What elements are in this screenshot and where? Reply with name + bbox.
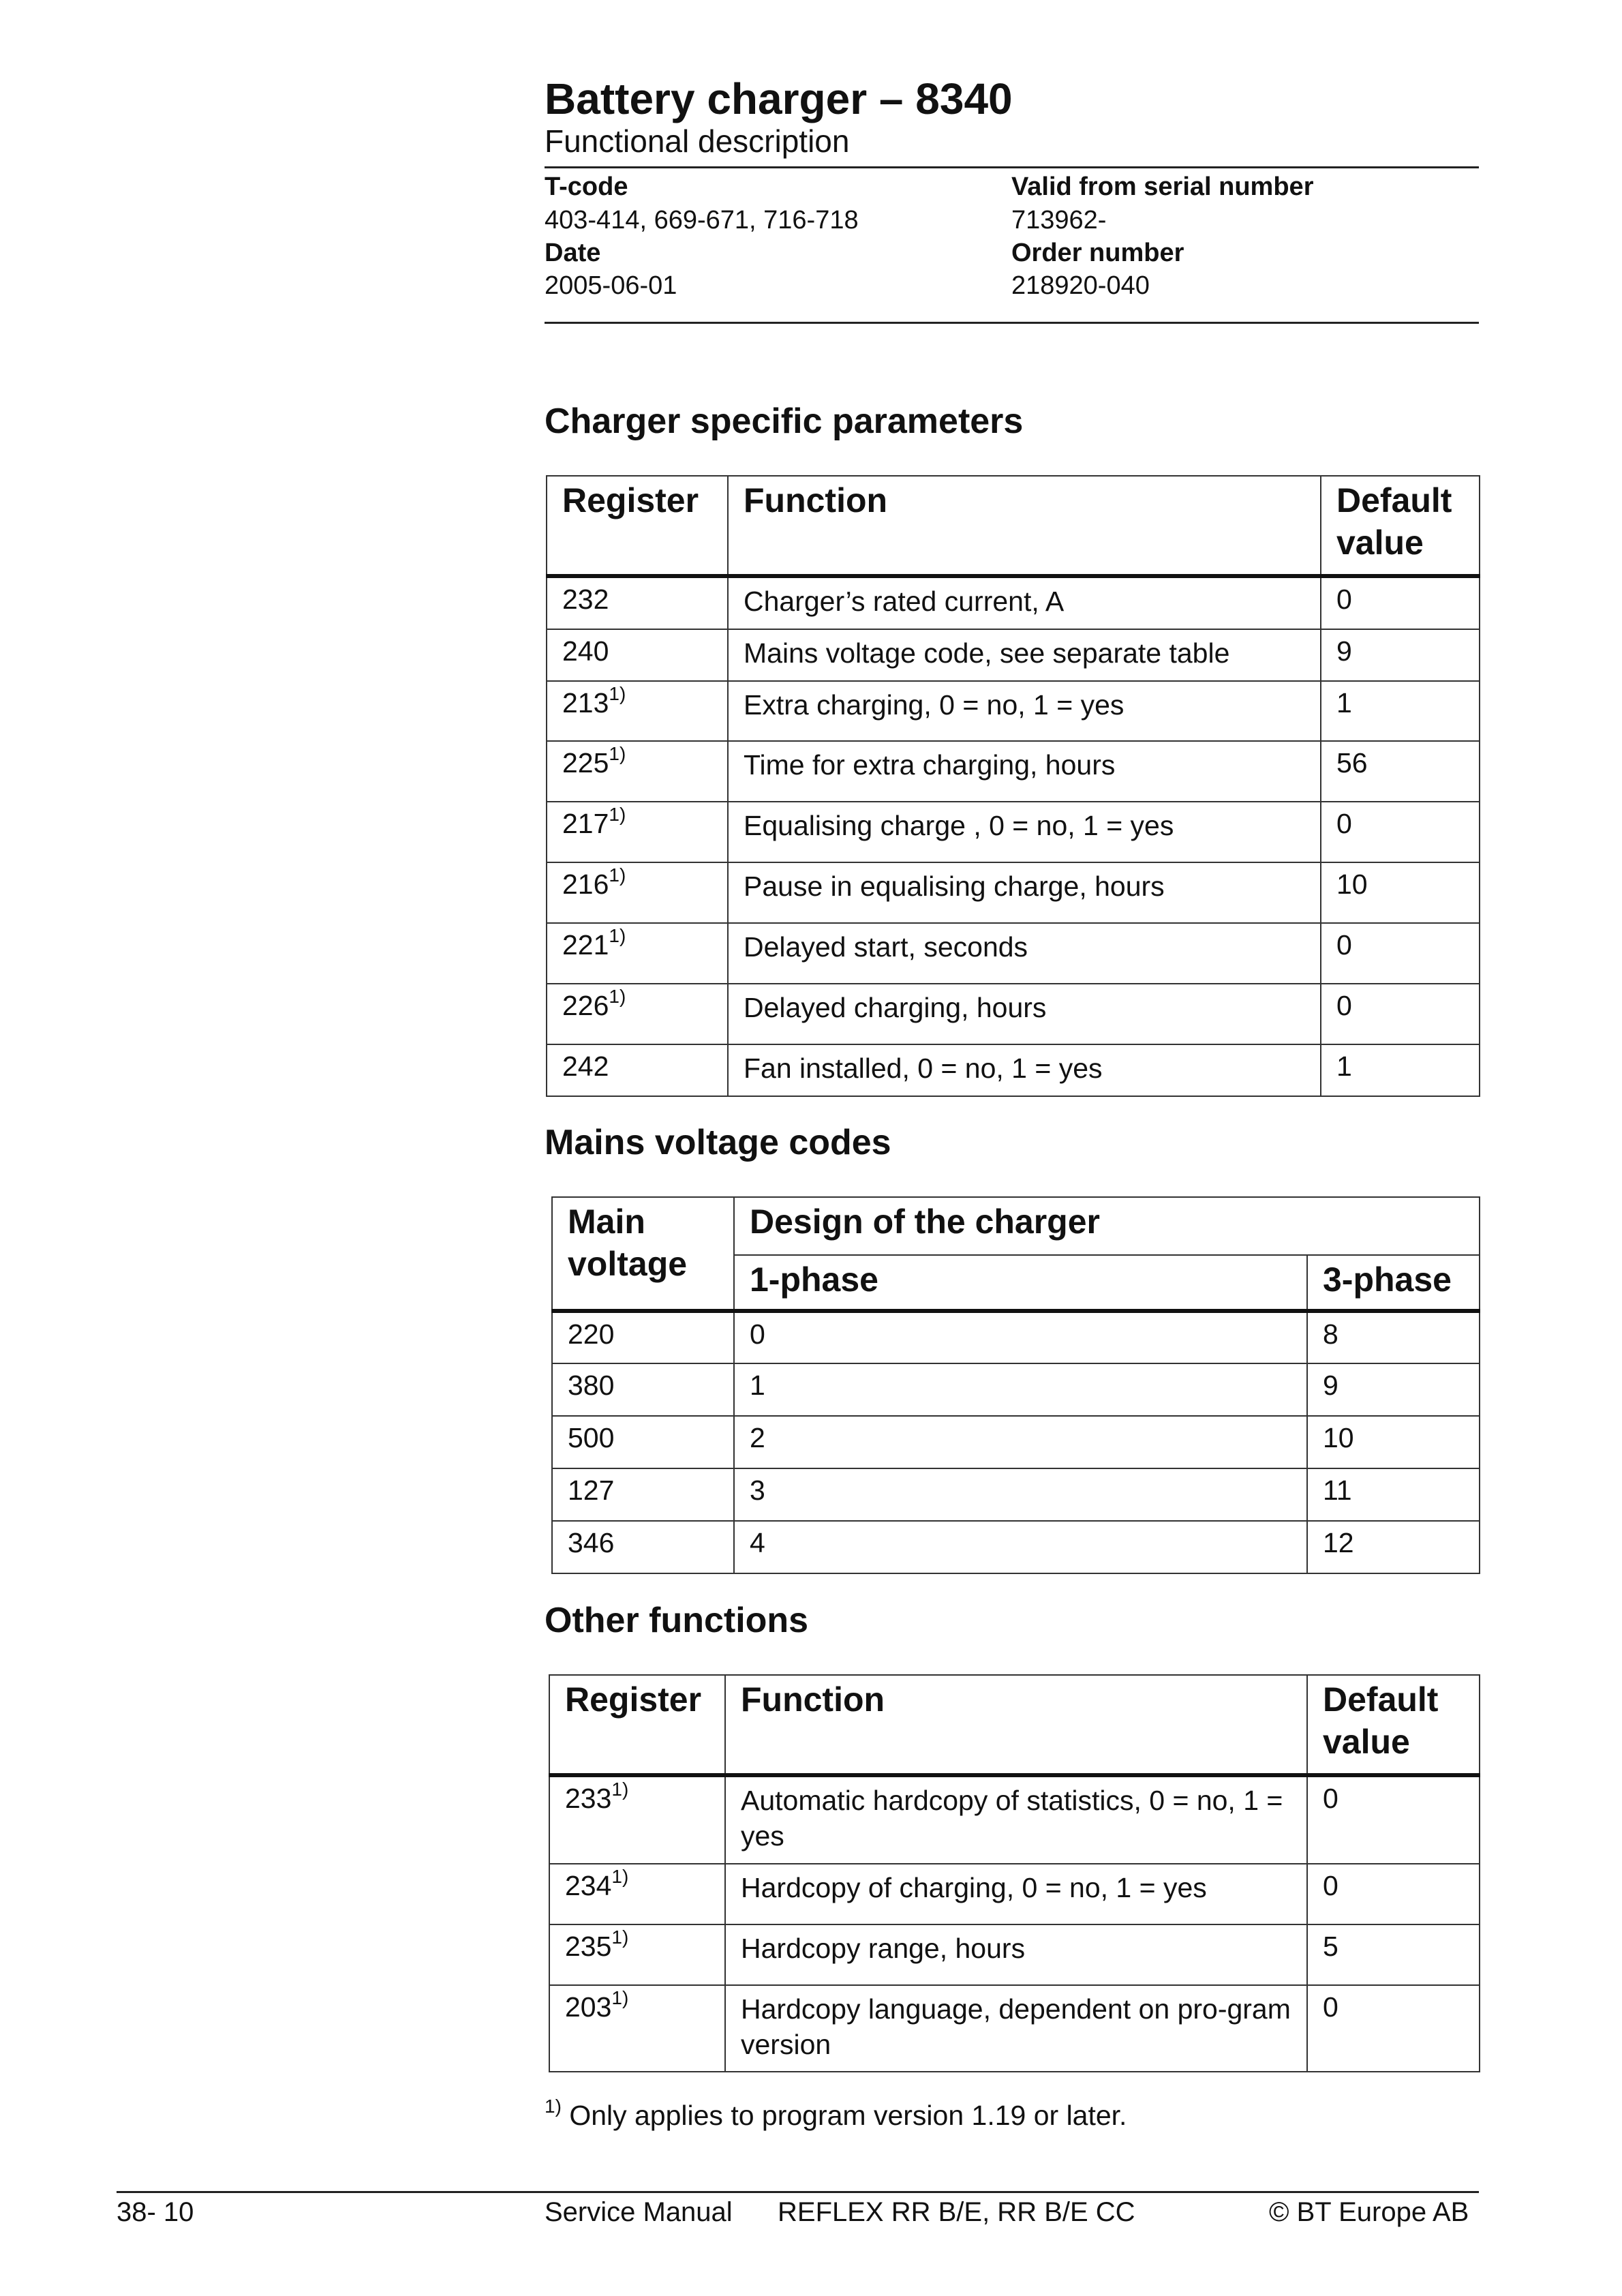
other-functions-table xyxy=(549,1674,1480,2072)
three-phase-code-cell: 12 xyxy=(1307,1521,1480,1573)
default-value-cell: 9 xyxy=(1321,629,1480,681)
function-cell: Extra charging, 0 = no, 1 = yes xyxy=(728,681,1321,741)
default-value-cell: 0 xyxy=(1307,1985,1480,2072)
default-value-cell: 56 xyxy=(1321,741,1480,802)
page-number: 38- 10 xyxy=(117,2197,194,2227)
function-cell: Pause in equalising charge, hours xyxy=(728,862,1321,923)
table-row xyxy=(552,1521,1480,1573)
footnote-ref: 1) xyxy=(609,925,626,946)
default-value-cell: 0 xyxy=(1307,1864,1480,1924)
default-value-cell: 0 xyxy=(1307,1775,1480,1864)
table-row xyxy=(549,1864,1480,1924)
table-row xyxy=(552,1416,1480,1468)
function-cell: Fan installed, 0 = no, 1 = yes xyxy=(728,1044,1321,1096)
register-cell xyxy=(547,802,728,862)
register-number: 240 xyxy=(562,635,609,667)
function-cell: Automatic hardcopy of statistics, 0 = no, 1 = yes xyxy=(725,1775,1307,1864)
footnote-ref: 1) xyxy=(611,1927,629,1948)
footer-copyright: © BT Europe AB xyxy=(1269,2197,1469,2227)
footnote-ref: 1) xyxy=(609,986,626,1007)
footnote-ref: 1) xyxy=(609,864,626,886)
default-value-cell: 0 xyxy=(1321,576,1480,629)
order-value: 218920-040 xyxy=(1011,271,1150,300)
register-number: 226 xyxy=(562,990,609,1021)
voltage-cell: 127 xyxy=(552,1468,734,1521)
tcode-label: T-code xyxy=(545,172,628,201)
serial-label: Valid from serial number xyxy=(1011,172,1314,201)
three-phase-code-cell: 9 xyxy=(1307,1363,1480,1416)
table-row xyxy=(547,629,1480,681)
table-row xyxy=(549,1924,1480,1985)
function-cell: Mains voltage code, see separate table xyxy=(728,629,1321,681)
three-phase-code-cell: 11 xyxy=(1307,1468,1480,1521)
register-cell xyxy=(547,629,728,681)
default-value-cell: 0 xyxy=(1321,802,1480,862)
register-number: 216 xyxy=(562,868,609,900)
register-cell xyxy=(547,1044,728,1096)
table-row xyxy=(552,1468,1480,1521)
footnote-ref: 1) xyxy=(611,1987,629,2008)
table-row xyxy=(547,1044,1480,1096)
footnote xyxy=(545,2096,1127,2132)
table-row xyxy=(549,1775,1480,1864)
table-row xyxy=(549,1985,1480,2072)
function-cell: Equalising charge , 0 = no, 1 = yes xyxy=(728,802,1321,862)
register-cell xyxy=(549,1985,725,2072)
register-number: 217 xyxy=(562,808,609,839)
section-heading-charger: Charger specific parameters xyxy=(545,402,1024,441)
register-cell xyxy=(549,1864,725,1924)
footer-manual: Service Manual xyxy=(545,2197,733,2227)
footnote-mark: 1) xyxy=(545,2096,562,2117)
function-cell: Hardcopy language, dependent on pro-gram version xyxy=(725,1985,1307,2072)
voltage-cell: 500 xyxy=(552,1416,734,1468)
voltage-cell: 380 xyxy=(552,1363,734,1416)
table-row xyxy=(547,802,1480,862)
default-value-cell: 5 xyxy=(1307,1924,1480,1985)
one-phase-code-cell: 0 xyxy=(734,1311,1307,1363)
function-cell: Charger’s rated current, A xyxy=(728,576,1321,629)
table-row xyxy=(547,576,1480,629)
register-cell xyxy=(549,1924,725,1985)
date-value: 2005-06-01 xyxy=(545,271,677,300)
default-value-cell: 0 xyxy=(1321,923,1480,984)
register-cell xyxy=(547,741,728,802)
date-label: Date xyxy=(545,239,601,267)
footnote-text: Only applies to program version 1.19 or later. xyxy=(569,2100,1127,2131)
three-phase-code-cell: 8 xyxy=(1307,1311,1480,1363)
register-cell xyxy=(547,576,728,629)
one-phase-code-cell: 1 xyxy=(734,1363,1307,1416)
register-number: 203 xyxy=(565,1991,612,2023)
function-cell: Hardcopy of charging, 0 = no, 1 = yes xyxy=(725,1864,1307,1924)
footnote-ref: 1) xyxy=(611,1866,629,1887)
one-phase-code-cell: 2 xyxy=(734,1416,1307,1468)
table-row xyxy=(547,923,1480,984)
table-row xyxy=(547,984,1480,1044)
charger-parameters-table xyxy=(546,475,1480,1097)
column-header-design: Design of the charger xyxy=(734,1197,1480,1255)
three-phase-code-cell: 10 xyxy=(1307,1416,1480,1468)
column-header-register: Register xyxy=(547,476,728,576)
register-number: 234 xyxy=(565,1870,612,1901)
default-value-cell: 0 xyxy=(1321,984,1480,1044)
default-value-cell: 1 xyxy=(1321,1044,1480,1096)
one-phase-code-cell: 4 xyxy=(734,1521,1307,1573)
section-heading-mains: Mains voltage codes xyxy=(545,1123,891,1162)
tcode-value: 403-414, 669-671, 716-718 xyxy=(545,206,859,235)
register-number: 235 xyxy=(565,1931,612,1962)
mains-voltage-table xyxy=(551,1196,1480,1574)
default-value-cell: 1 xyxy=(1321,681,1480,741)
footnote-ref: 1) xyxy=(609,683,626,704)
footnote-ref: 1) xyxy=(609,743,626,764)
register-cell xyxy=(549,1775,725,1864)
register-cell xyxy=(547,923,728,984)
register-number: 225 xyxy=(562,747,609,779)
table-row xyxy=(547,862,1480,923)
footnote-ref: 1) xyxy=(609,804,626,825)
function-cell: Delayed start, seconds xyxy=(728,923,1321,984)
column-header-1-phase: 1-phase xyxy=(734,1255,1307,1311)
register-number: 232 xyxy=(562,584,609,615)
order-label: Order number xyxy=(1011,239,1184,267)
column-header-main-voltage: Main voltage xyxy=(552,1197,734,1311)
function-cell: Delayed charging, hours xyxy=(728,984,1321,1044)
function-cell: Hardcopy range, hours xyxy=(725,1924,1307,1985)
column-header-3-phase: 3-phase xyxy=(1307,1255,1480,1311)
register-cell xyxy=(547,984,728,1044)
page-title: Battery charger – 8340 xyxy=(545,74,1013,123)
function-cell: Time for extra charging, hours xyxy=(728,741,1321,802)
table-row xyxy=(552,1363,1480,1416)
one-phase-code-cell: 3 xyxy=(734,1468,1307,1521)
column-header-function: Function xyxy=(725,1675,1307,1775)
column-header-default: Default value xyxy=(1307,1675,1480,1775)
serial-value: 713962- xyxy=(1011,206,1107,235)
divider xyxy=(545,166,1479,168)
footer-model: REFLEX RR B/E, RR B/E CC xyxy=(778,2197,1135,2227)
register-cell xyxy=(547,681,728,741)
register-number: 221 xyxy=(562,929,609,961)
footnote-ref: 1) xyxy=(611,1779,629,1800)
section-heading-other: Other functions xyxy=(545,1601,809,1640)
register-number: 242 xyxy=(562,1051,609,1082)
register-cell xyxy=(547,862,728,923)
page-subtitle: Functional description xyxy=(545,123,850,159)
voltage-cell: 346 xyxy=(552,1521,734,1573)
voltage-cell: 220 xyxy=(552,1311,734,1363)
table-row xyxy=(547,741,1480,802)
table-row xyxy=(552,1311,1480,1363)
table-row xyxy=(547,681,1480,741)
default-value-cell: 10 xyxy=(1321,862,1480,923)
column-header-default: Default value xyxy=(1321,476,1480,576)
register-number: 233 xyxy=(565,1783,612,1814)
footer-divider xyxy=(117,2191,1479,2193)
divider xyxy=(545,322,1479,324)
column-header-register: Register xyxy=(549,1675,725,1775)
register-number: 213 xyxy=(562,687,609,719)
column-header-function: Function xyxy=(728,476,1321,576)
